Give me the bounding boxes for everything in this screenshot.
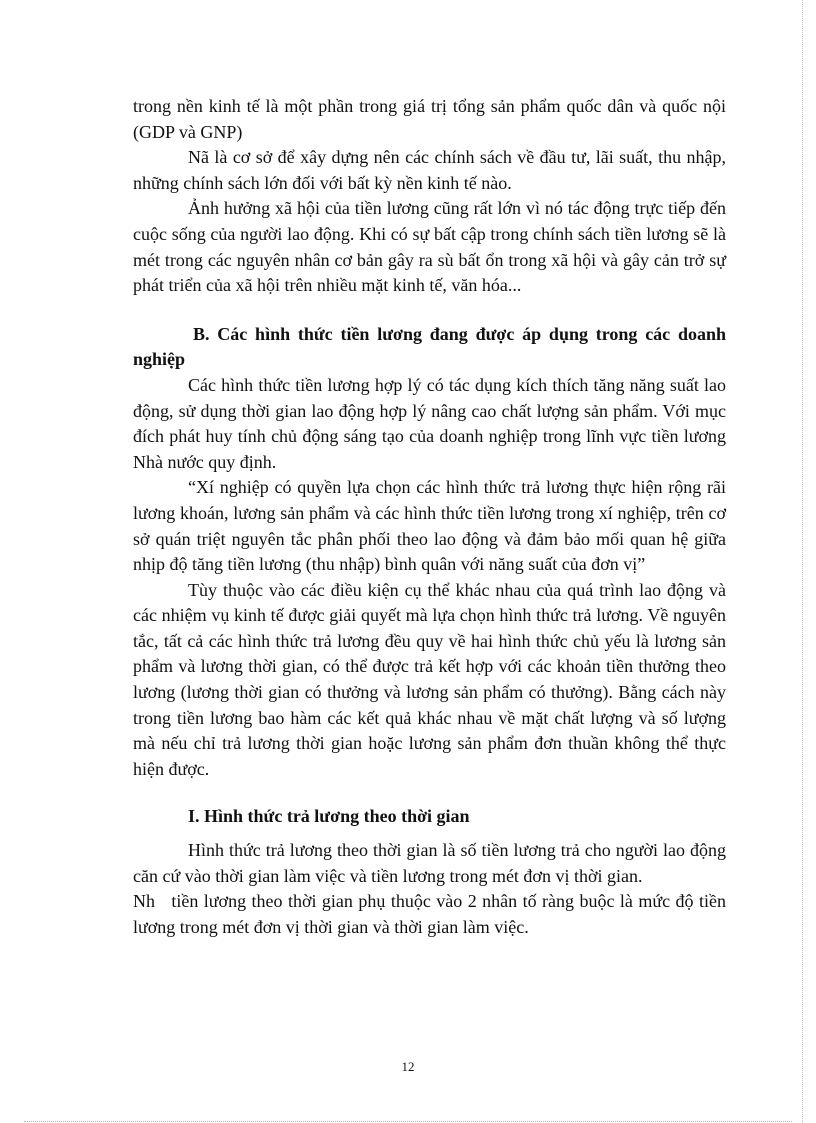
page-body bbox=[133, 94, 731, 940]
section-i-paragraph-1: Hình thức trả lương theo thời gian là số tiền lương trả cho người lao động căn cứ vào thời gian làm việc và tiền lương trong mét đơn vị thời gian. bbox=[133, 840, 726, 886]
paragraph-gdp: trong nền kinh tế là một phần trong giá trị tổng sản phẩm quốc dân và quốc nội (GDP và GNP) bbox=[133, 96, 726, 142]
section-i-paragraph-2: Nh tiền lương theo thời gian phụ thuộc vào 2 nhân tố ràng buộc là mức độ tiền lương trong mét đơn vị thời gian và thời gian làm việc. bbox=[133, 891, 731, 937]
page-bottom-dotted-rule bbox=[24, 1121, 792, 1122]
section-b-heading: B. Các hình thức tiền lương đang được áp dụng trong các doanh nghiệp bbox=[133, 323, 726, 370]
section-b-paragraph-1: Các hình thức tiền lương hợp lý có tác dụng kích thích tăng năng suất lao động, sử dụng thời gian lao động hợp lý nâng cao chất lượng sản phẩm. Với mục đích phát huy tính chủ động sáng tạo của doanh nghiệp trong lĩnh vực tiền lương Nhà nước quy định. bbox=[133, 374, 726, 472]
section-b-quote: “Xí nghiệp có quyền lựa chọn các hình thức trả lương thực hiện rộng rãi lương khoán, lương sản phẩm và các hình thức tiền lương trong xí nghiệp, trên cơ sở quán triệt nguyên tắc phân phối theo lao động và đảm bảo mối quan hệ giữa nhịp độ tăng tiền lương (thu nhập) bình quân với năng suất của đơn vị” bbox=[133, 477, 726, 575]
paragraph-policy-basis: Nã là cơ sở để xây dựng nên các chính sách về đầu tư, lãi suất, thu nhập, những chính sách lớn đối với bất kỳ nền kinh tế nào. bbox=[133, 147, 726, 193]
page-number: 12 bbox=[401, 1059, 415, 1074]
section-i-heading: I. Hình thức trả lương theo thời gian bbox=[188, 806, 470, 827]
page-right-dotted-rule bbox=[802, 0, 803, 1123]
paragraph-social-impact: Ảnh hưởng xã hội của tiền lương cũng rất lớn vì nó tác động trực tiếp đến cuộc sống của người lao động. Khi có sự bất cập trong chính sách tiền lương sẽ là mét trong các nguyên nhân cơ bản gây ra sù bất ổn trong xã hội và gây cản trở sự phát triển của xã hội trên nhiều mặt kinh tế, văn hóa... bbox=[133, 198, 726, 296]
section-b-paragraph-3: Tùy thuộc vào các điều kiện cụ thể khác nhau của quá trình lao động và các nhiệm vụ kinh tế được giải quyết mà lựa chọn hình thức trả lương. Về nguyên tắc, tất cả các hình thức trả lương đều quy về hai hình thức chủ yếu là lương sản phẩm và lương thời gian, có thể được trả kết hợp với các khoản tiền thưởng theo lương (lương thời gian có thưởng và lương sản phẩm có thưởng). Bằng cách này trong tiền lương bao hàm các kết quả khác nhau về mặt chất lượng và số lượng mà nếu chỉ trả lương thời gian hoặc lương sản phẩm đơn thuần không thể thực hiện được. bbox=[133, 579, 726, 779]
